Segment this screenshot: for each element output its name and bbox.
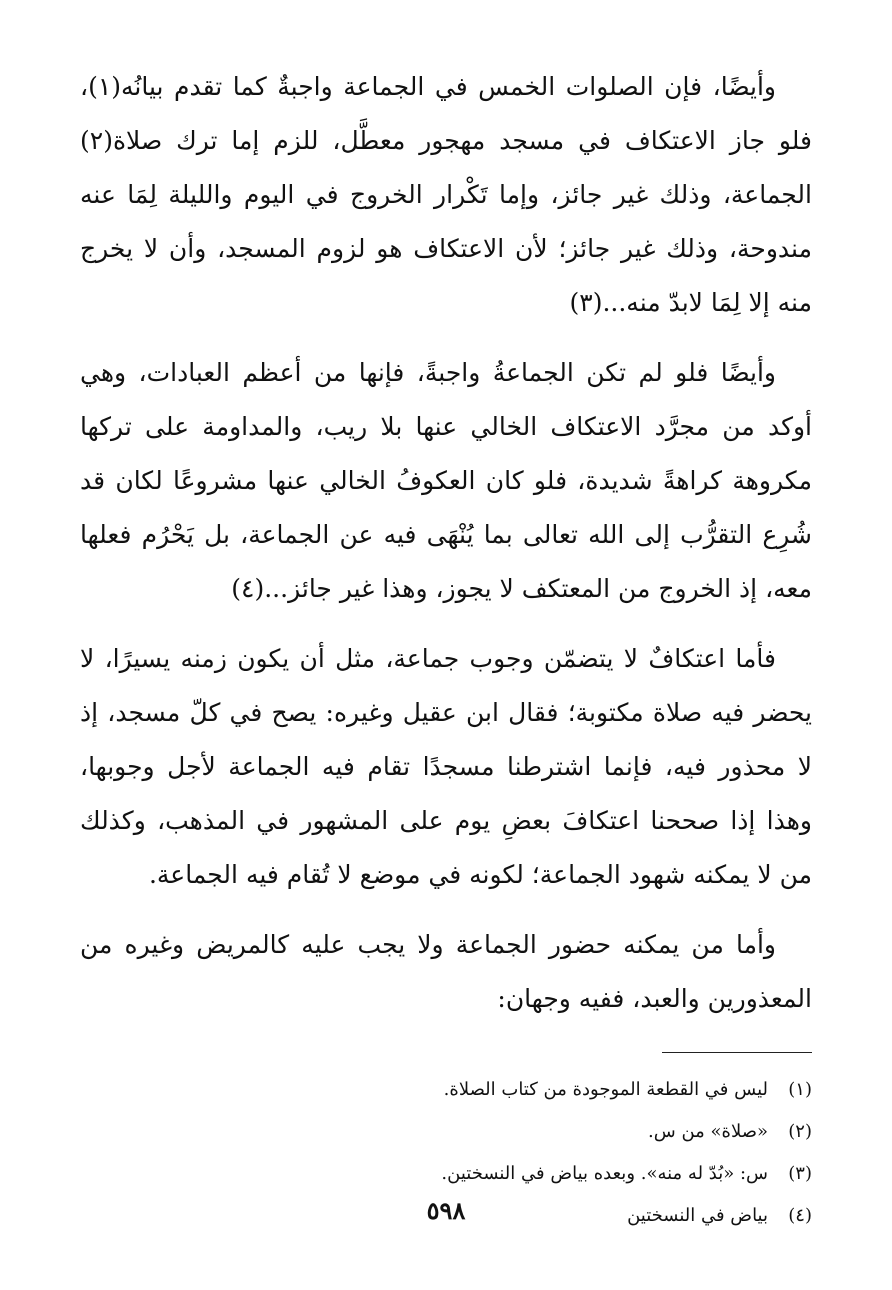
footnote-number: (٣) <box>788 1163 812 1184</box>
page-number: ٥٩٨ <box>426 1196 466 1225</box>
footnote <box>80 1153 812 1195</box>
footnote <box>80 1111 812 1153</box>
footnote-text: بياض في النسختين <box>627 1205 768 1226</box>
footnote <box>80 1069 812 1111</box>
paragraph: وأما من يمكنه حضور الجماعة ولا يجب عليه كالمريض وغيره من المعذورين والعبد، ففيه وجهان: <box>80 930 812 1013</box>
paragraph: وأيضًا فلو لم تكن الجماعةُ واجبةً، فإنها من أعظم العبادات، وهي أوكد من مجرَّد الاعتكاف الخالي عنها بلا ريب، والمداومة على تركها مكروهة كراهةً شديدة، فلو كان العكوفُ الخالي عنها مشروعًا لكان قد شُرِع التقرُّب إلى الله تعالى بما يُنْهَى فيه عن الجماعة، بل يَحْرُم فعلها معه، إذ الخروج من المعتكف لا يجوز، وهذا غير جائز...(٤) <box>80 358 812 603</box>
page-body <box>80 60 812 1237</box>
footnote-number: (٢) <box>788 1121 812 1142</box>
footnote-text: ليس في القطعة الموجودة من كتاب الصلاة. <box>443 1079 768 1100</box>
paragraph: وأيضًا، فإن الصلوات الخمس في الجماعة واجبةٌ كما تقدم بيانُه(١)، فلو جاز الاعتكاف في مسجد مهجور معطَّل، للزم إما ترك صلاة(٢) الجماعة، وذلك غير جائز، وإما تَكْرار الخروج في اليوم والليلة لِمَا عنه مندوحة، وذلك غير جائز؛ لأن الاعتكاف هو لزوم المسجد، وأن لا يخرج منه إلا لِمَا لابدّ منه...(٣) <box>80 72 812 317</box>
footnote-divider <box>662 1052 812 1053</box>
footnote-number: (٤) <box>788 1205 812 1226</box>
footnote-text: «صلاة» من س. <box>648 1121 768 1142</box>
footnote-text: س: «بُدّ له منه». وبعده بياض في النسختين. <box>441 1163 768 1184</box>
footnote-number: (١) <box>788 1079 812 1100</box>
paragraph: فأما اعتكافٌ لا يتضمّن وجوب جماعة، مثل أن يكون زمنه يسيرًا، لا يحضر فيه صلاة مكتوبة؛ فقال ابن عقيل وغيره: يصح في كلّ مسجد، إذ لا محذور فيه، فإنما اشترطنا مسجدًا تقام فيه الجماعة لأجل وجوبها، وهذا إذا صححنا اعتكافَ بعضِ يوم على المشهور في المذهب، وكذلك من لا يمكنه شهود الجماعة؛ لكونه في موضع لا تُقام فيه الجماعة. <box>80 644 812 889</box>
